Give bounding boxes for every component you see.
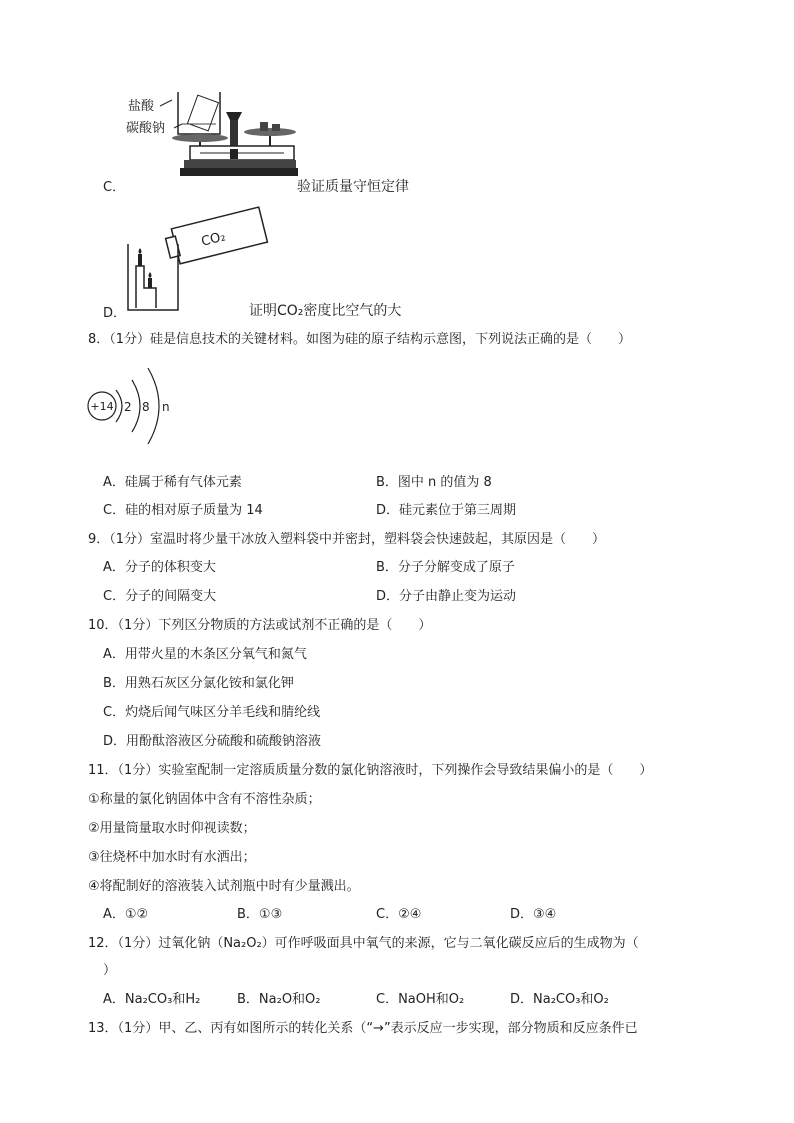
q8-option-a[interactable]: A．硅属于稀有气体元素 <box>103 475 242 490</box>
q8-stem: 8．（1分）硅是信息技术的关键材料。如图为硅的原子结构示意图，下列说法正确的是（ ） <box>88 332 632 347</box>
q9-option-c[interactable]: C．分子的间隔变大 <box>103 589 217 604</box>
shell-3-count: n <box>162 400 170 414</box>
q10-option-c[interactable]: C．灼烧后闻气味区分羊毛线和腈纶线 <box>103 705 321 720</box>
q12-option-d[interactable]: D．Na₂CO₃和O₂ <box>510 992 609 1007</box>
q11-item-4: ④将配制好的溶液装入试剂瓶中时有少量溅出。 <box>88 879 360 894</box>
silicon-atom-diagram <box>86 360 186 456</box>
acid-label: 盐酸 <box>128 99 155 114</box>
q12-stem-cont: ） <box>103 963 117 978</box>
q11-item-2: ②用量筒量取水时仰视读数； <box>88 821 256 836</box>
shell-1-count: 2 <box>124 400 132 414</box>
balance-figure <box>120 86 300 190</box>
q9-option-d[interactable]: D．分子由静止变为运动 <box>376 589 517 604</box>
q10-stem: 10．（1分）下列区分物质的方法或试剂不正确的是（ ） <box>88 618 432 633</box>
option-d-label: D． <box>103 306 127 321</box>
q12-option-a[interactable]: A．Na₂CO₃和H₂ <box>103 992 201 1007</box>
q11-stem: 11．（1分）实验室配制一定溶质质量分数的氯化钠溶液时，下列操作会导致结果偏小的是（ ） <box>88 763 653 778</box>
q9-stem: 9．（1分）室温时将少量干冰放入塑料袋中并密封，塑料袋会快速鼓起，其原因是（ ） <box>88 532 606 547</box>
q8-option-c[interactable]: C．硅的相对原子质量为 14 <box>103 503 263 518</box>
shell-2-count: 8 <box>142 400 150 414</box>
q9-option-a[interactable]: A．分子的体积变大 <box>103 560 216 575</box>
carbonate-label: 碳酸钠 <box>126 121 166 136</box>
nucleus-charge: +14 <box>90 400 114 413</box>
option-c-caption: 验证质量守恒定律 <box>297 179 409 195</box>
q11-option-d[interactable]: D．③④ <box>510 907 557 922</box>
q8-option-d[interactable]: D．硅元素位于第三周期 <box>376 503 517 518</box>
co2-bottle-label: CO₂ <box>199 229 228 250</box>
q8-option-b[interactable]: B．图中 n 的值为 8 <box>376 475 492 490</box>
q11-item-3: ③往烧杯中加水时有水洒出； <box>88 850 256 865</box>
q10-option-b[interactable]: B．用熟石灰区分氯化铵和氯化钾 <box>103 676 294 691</box>
q11-item-1: ①称量的氯化钠固体中含有不溶性杂质； <box>88 792 321 807</box>
q12-option-b[interactable]: B．Na₂O和O₂ <box>237 992 321 1007</box>
q12-option-c[interactable]: C．NaOH和O₂ <box>376 992 465 1007</box>
option-c-label: C． <box>103 180 126 195</box>
q9-option-b[interactable]: B．分子分解变成了原子 <box>376 560 515 575</box>
q10-option-d[interactable]: D．用酚酞溶液区分硫酸和硫酸钠溶液 <box>103 734 322 749</box>
q11-option-b[interactable]: B．①③ <box>237 907 283 922</box>
q11-option-c[interactable]: C．②④ <box>376 907 422 922</box>
q12-stem: 12．（1分）过氧化钠（Na₂O₂）可作呼吸面具中氧气的来源，它与二氧化碳反应后的生成物为（ <box>88 936 639 951</box>
q13-stem: 13．（1分）甲、乙、丙有如图所示的转化关系（“→”表示反应一步实现，部分物质和反应条件已 <box>88 1021 638 1036</box>
q11-option-a[interactable]: A．①② <box>103 907 149 922</box>
q10-option-a[interactable]: A．用带火星的木条区分氧气和氮气 <box>103 647 307 662</box>
option-d-caption: 证明CO₂密度比空气的大 <box>249 303 402 319</box>
